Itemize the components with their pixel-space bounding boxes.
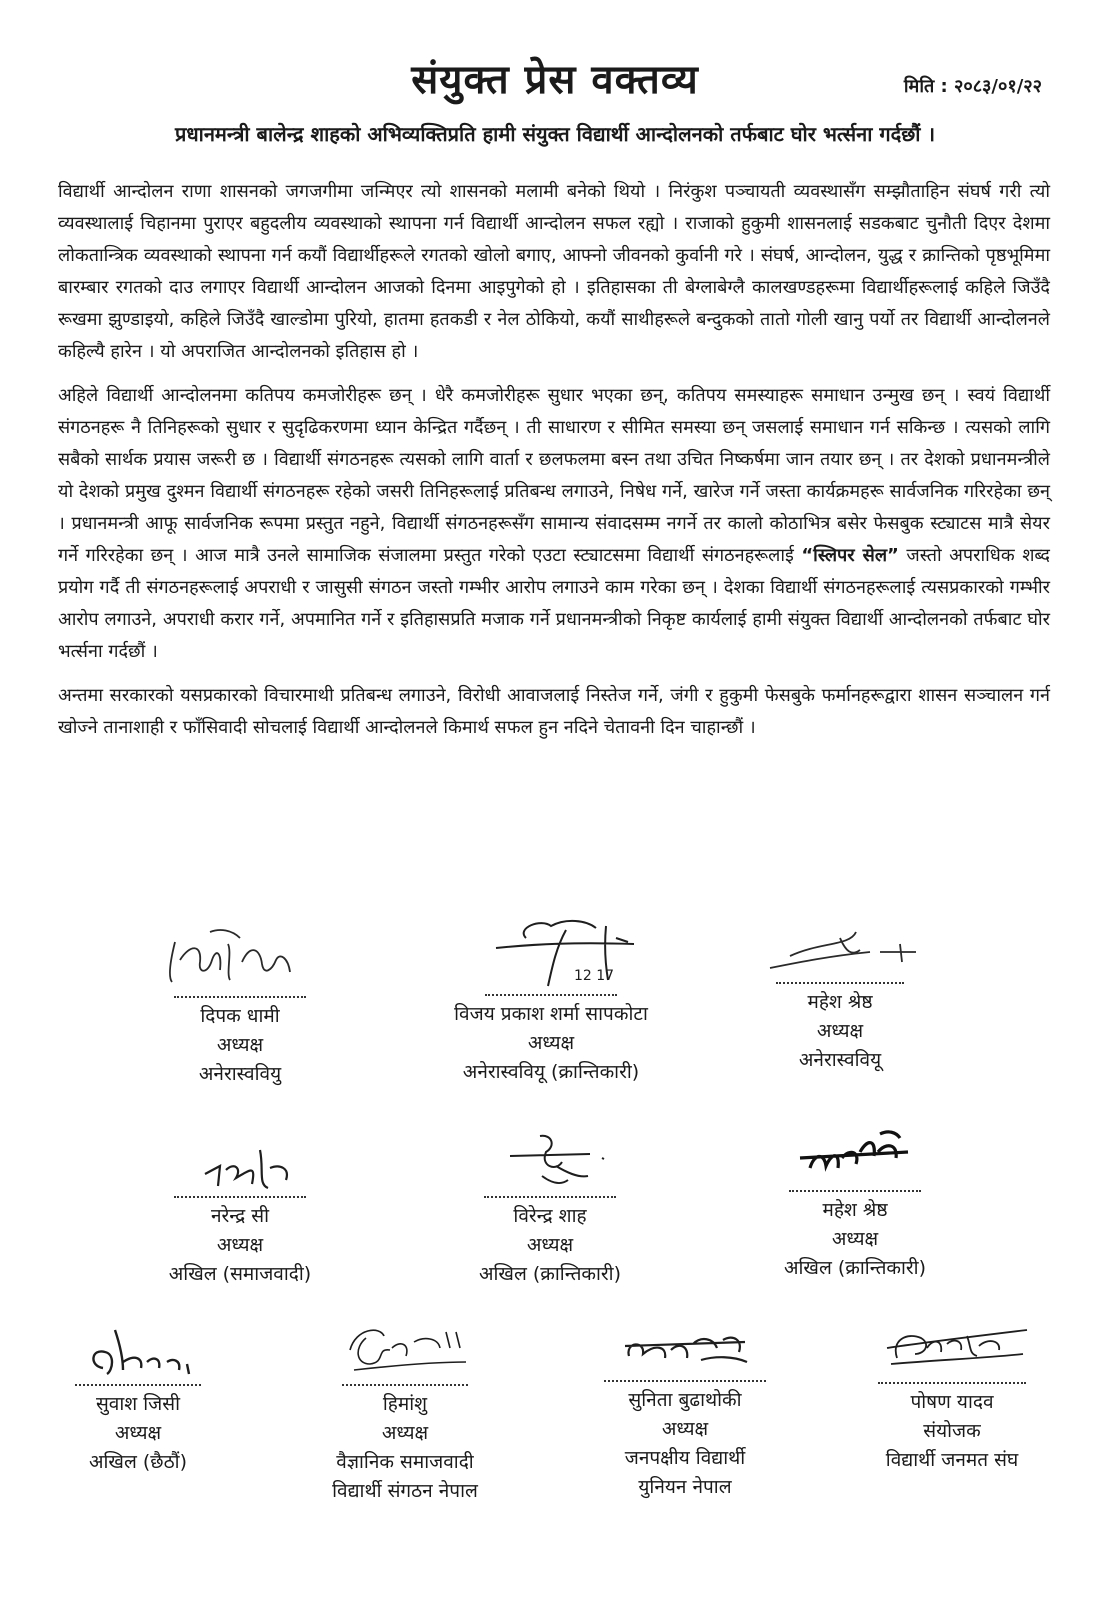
signatory-6 bbox=[755, 1122, 955, 1283]
signature-line bbox=[776, 982, 904, 984]
signatory-role: अध्यक्ष bbox=[661, 1418, 709, 1440]
signature-mark-4 bbox=[160, 1140, 320, 1194]
signatory-name: हिमांशु bbox=[382, 1393, 428, 1415]
signatory-org: वैज्ञानिक समाजवादी bbox=[336, 1451, 474, 1473]
signatory-name: पोषण यादव bbox=[910, 1391, 994, 1413]
signatory-role: अध्यक्ष bbox=[216, 1034, 264, 1056]
signature-line bbox=[604, 1380, 766, 1382]
signature-mark-8 bbox=[330, 1318, 480, 1382]
signature-line bbox=[174, 996, 306, 998]
signatory-name: महेश श्रेष्ठ bbox=[807, 991, 873, 1013]
signature-line bbox=[789, 1190, 921, 1192]
signatory-name: सुनिता बुढाथोकी bbox=[628, 1389, 742, 1411]
signatory-1 bbox=[150, 922, 330, 1089]
document-title: संयुक्त प्रेस वक्तव्य bbox=[411, 57, 699, 103]
signatory-org: अखिल (क्रान्तिकारी) bbox=[478, 1263, 622, 1285]
signatory-name: सुवाश जिसी bbox=[95, 1393, 181, 1415]
signatory-role: अध्यक्ष bbox=[526, 1234, 574, 1256]
signatory-role: अध्यक्ष bbox=[816, 1020, 864, 1042]
signature-mark-6 bbox=[780, 1122, 930, 1188]
paragraph-3: अन्तमा सरकारको यसप्रकारको विचारमाथी प्रतिबन्ध लगाउने, विरोधी आवाजलाई निस्तेज गर्ने, जंगी र हुकुमी फेसबुके फर्मानहरूद्वारा शासन सञ्चालन गर्न खोज्ने तानाशाही र फाँसिवादी सोचलाई विद्यार्थी आन्दोलनले किमार्थ सफल हुन नदिने चेतावनी दिन चाहान्छौं । bbox=[58, 685, 1050, 738]
signatory-org: अखिल (क्रान्तिकारी) bbox=[783, 1257, 927, 1279]
signature-mark-7 bbox=[63, 1318, 213, 1382]
signatory-4 bbox=[150, 1140, 330, 1289]
signatory-role: संयोजक bbox=[923, 1420, 981, 1442]
statement-body bbox=[58, 176, 1050, 756]
signature-line bbox=[174, 1196, 306, 1198]
signatory-role: अध्यक्ष bbox=[114, 1422, 162, 1444]
signature-mark-3 bbox=[760, 922, 920, 980]
signatory-role: अध्यक्ष bbox=[831, 1228, 879, 1250]
signatory-8 bbox=[300, 1318, 510, 1506]
signature-line bbox=[485, 994, 617, 996]
document-date: मिति : २०८३/०१/२२ bbox=[903, 76, 1042, 97]
signature-mark-2 bbox=[456, 908, 646, 992]
signature-mark-1 bbox=[150, 922, 330, 994]
signatory-org: अनेरास्ववियू bbox=[798, 1049, 882, 1071]
signatory-role: अध्यक्ष bbox=[527, 1032, 575, 1054]
signatory-org: विद्यार्थी जनमत संघ bbox=[885, 1449, 1019, 1471]
signatory-org: अनेरास्ववियू (क्रान्तिकारी) bbox=[462, 1061, 640, 1083]
signature-mark-9 bbox=[605, 1320, 765, 1378]
signatory-org-2: विद्यार्थी संगठन नेपाल bbox=[332, 1480, 478, 1502]
signature-mark-5 bbox=[470, 1126, 630, 1194]
signature-line bbox=[342, 1384, 468, 1386]
signature-mark-10 bbox=[867, 1318, 1037, 1380]
paragraph-2-after: जस्तो अपराधिक शब्द प्रयोग गर्दै ती संगठनहरूलाई अपराधी र जासुसी संगठन जस्तो गम्भीर आरोप लगाउने काम गरेका छन् । देशका विद्यार्थी संगठनहरूलाई त्यसप्रकारको गम्भीर आरोप लगाउने, अपराधी करार गर्ने, अपमानित गर्ने र इतिहासप्रति मजाक गर्ने प्रधानमन्त्रीको निकृष्ट कार्यलाई हामी संयुक्त विद्यार्थी आन्दोलनको तर्फबाट घोर भर्त्सना गर्दछौं । bbox=[58, 545, 1050, 662]
signatory-2 bbox=[420, 908, 682, 1087]
signatory-role: अध्यक्ष bbox=[381, 1422, 429, 1444]
signatory-7 bbox=[58, 1318, 218, 1477]
signatory-name: नरेन्द्र सी bbox=[210, 1205, 270, 1227]
svg-text:12 17: 12 17 bbox=[574, 968, 615, 984]
signatory-3 bbox=[760, 922, 920, 1075]
paragraph-1: विद्यार्थी आन्दोलन राणा शासनको जगजगीमा जन्मिएर त्यो शासनको मलामी बनेको थियो । निरंकुश पञ्चायती व्यवस्थासँग सम्झौताहिन संघर्ष गरी त्यो व्यवस्थालाई चिहानमा पुराएर बहुदलीय व्यवस्थाको स्थापना गर्न विद्यार्थी आन्दोलन सफल रह्यो । राजाको हुकुमी शासनलाई सडकबाट चुनौती दिएर देशमा लोकतान्त्रिक व्यवस्थाको स्थापना गर्न कयौं विद्यार्थीहरूले रगतको खोलो बगाए, आफ्नो जीवनको कुर्वानी गरे । संघर्ष, आन्दोलन, युद्ध र क्रान्तिको पृष्ठभूमिमा बारम्बार रगतको दाउ लगाएर विद्यार्थी आन्दोलन आजको दिनमा आइपुगेको हो । इतिहासका ती बेग्लाबेग्लै कालखण्डहरूमा विद्यार्थीहरूलाई कहिले जिउँदै रूखमा झुण्डाइयो, कहिले जिउँदै खाल्डोमा पुरियो, हातमा हतकडी र नेल ठोकियो, कयौं साथीहरूले बन्दुकको तातो गोली खानु पर्यो तर विद्यार्थी आन्दोलनले कहिल्यै हारेन । यो अपराजित आन्दोलनको इतिहास हो । bbox=[58, 181, 1050, 362]
signatory-5 bbox=[440, 1126, 660, 1289]
header bbox=[0, 50, 1110, 110]
signatory-name: महेश श्रेष्ठ bbox=[822, 1199, 888, 1221]
slipper-cell-quote: “स्लिपर सेल” bbox=[801, 545, 899, 566]
signatory-org: अनेरास्ववियु bbox=[198, 1063, 282, 1085]
signatory-name: विरेन्द्र शाह bbox=[513, 1205, 587, 1227]
signatory-role: अध्यक्ष bbox=[216, 1234, 264, 1256]
paragraph-2-before: अहिले विद्यार्थी आन्दोलनमा कतिपय कमजोरीहरू छन् । धेरै कमजोरीहरू सुधार भएका छन्, कतिपय समस्याहरू समाधान उन्मुख छन् । स्वयं विद्यार्थी संगठनहरू नै तिनिहरूको सुधार र सुदृढिकरणमा ध्यान केन्द्रित गर्दैछन् । ती साधारण र सीमित समस्या छन् जसलाई समाधान गर्न सकिन्छ । त्यसको लागि सबैको सार्थक प्रयास जरूरी छ । विद्यार्थी संगठनहरू त्यसको लागि वार्ता र छलफलमा बस्न तथा उचित निष्कर्षमा जान तयार छन् । तर देशको प्रधानमन्त्रीले यो देशको प्रमुख दुश्मन विद्यार्थी संगठनहरू रहेको जसरी तिनिहरूलाई प्रतिबन्ध लगाउने, निषेध गर्ने, खारेज गर्ने जस्ता कार्यक्रमहरू सार्वजनिक गरिरहेका छन् । प्रधानमन्त्री आफू सार्वजनिक रूपमा प्रस्तुत नहुने, विद्यार्थी संगठनहरूसँग सामान्य संवादसम्म नगर्ने तर कालो कोठाभित्र बसेर फेसबुक स्ट्याटस मात्रै सेयर गर्ने गरिरहेका छन् । आज मात्रै उनले सामाजिक संजालमा प्रस्तुत गरेको एउटा स्ट्याटसमा विद्यार्थी संगठनहरूलाई bbox=[58, 385, 1050, 566]
signatory-9 bbox=[585, 1320, 785, 1502]
signatory-name: विजय प्रकाश शर्मा सापकोटा bbox=[454, 1003, 648, 1025]
signatory-org: जनपक्षीय विद्यार्थी bbox=[624, 1447, 746, 1469]
document-subtitle: प्रधानमन्त्री बालेन्द्र शाहको अभिव्यक्तिप्रति हामी संयुक्त विद्यार्थी आन्दोलनको तर्फबाट घोर भर्त्सना गर्दछौं । bbox=[174, 122, 936, 146]
signatory-10 bbox=[852, 1318, 1052, 1475]
signatory-org: अखिल (समाजवादी) bbox=[168, 1263, 312, 1285]
signature-line bbox=[878, 1382, 1026, 1384]
signature-line bbox=[75, 1384, 201, 1386]
signatory-name: दिपक धामी bbox=[200, 1005, 280, 1027]
paragraph-2 bbox=[58, 380, 1050, 668]
signatory-org-2: युनियन नेपाल bbox=[638, 1476, 732, 1498]
signatory-org: अखिल (छैठौं) bbox=[88, 1451, 187, 1473]
signature-line bbox=[484, 1196, 616, 1198]
